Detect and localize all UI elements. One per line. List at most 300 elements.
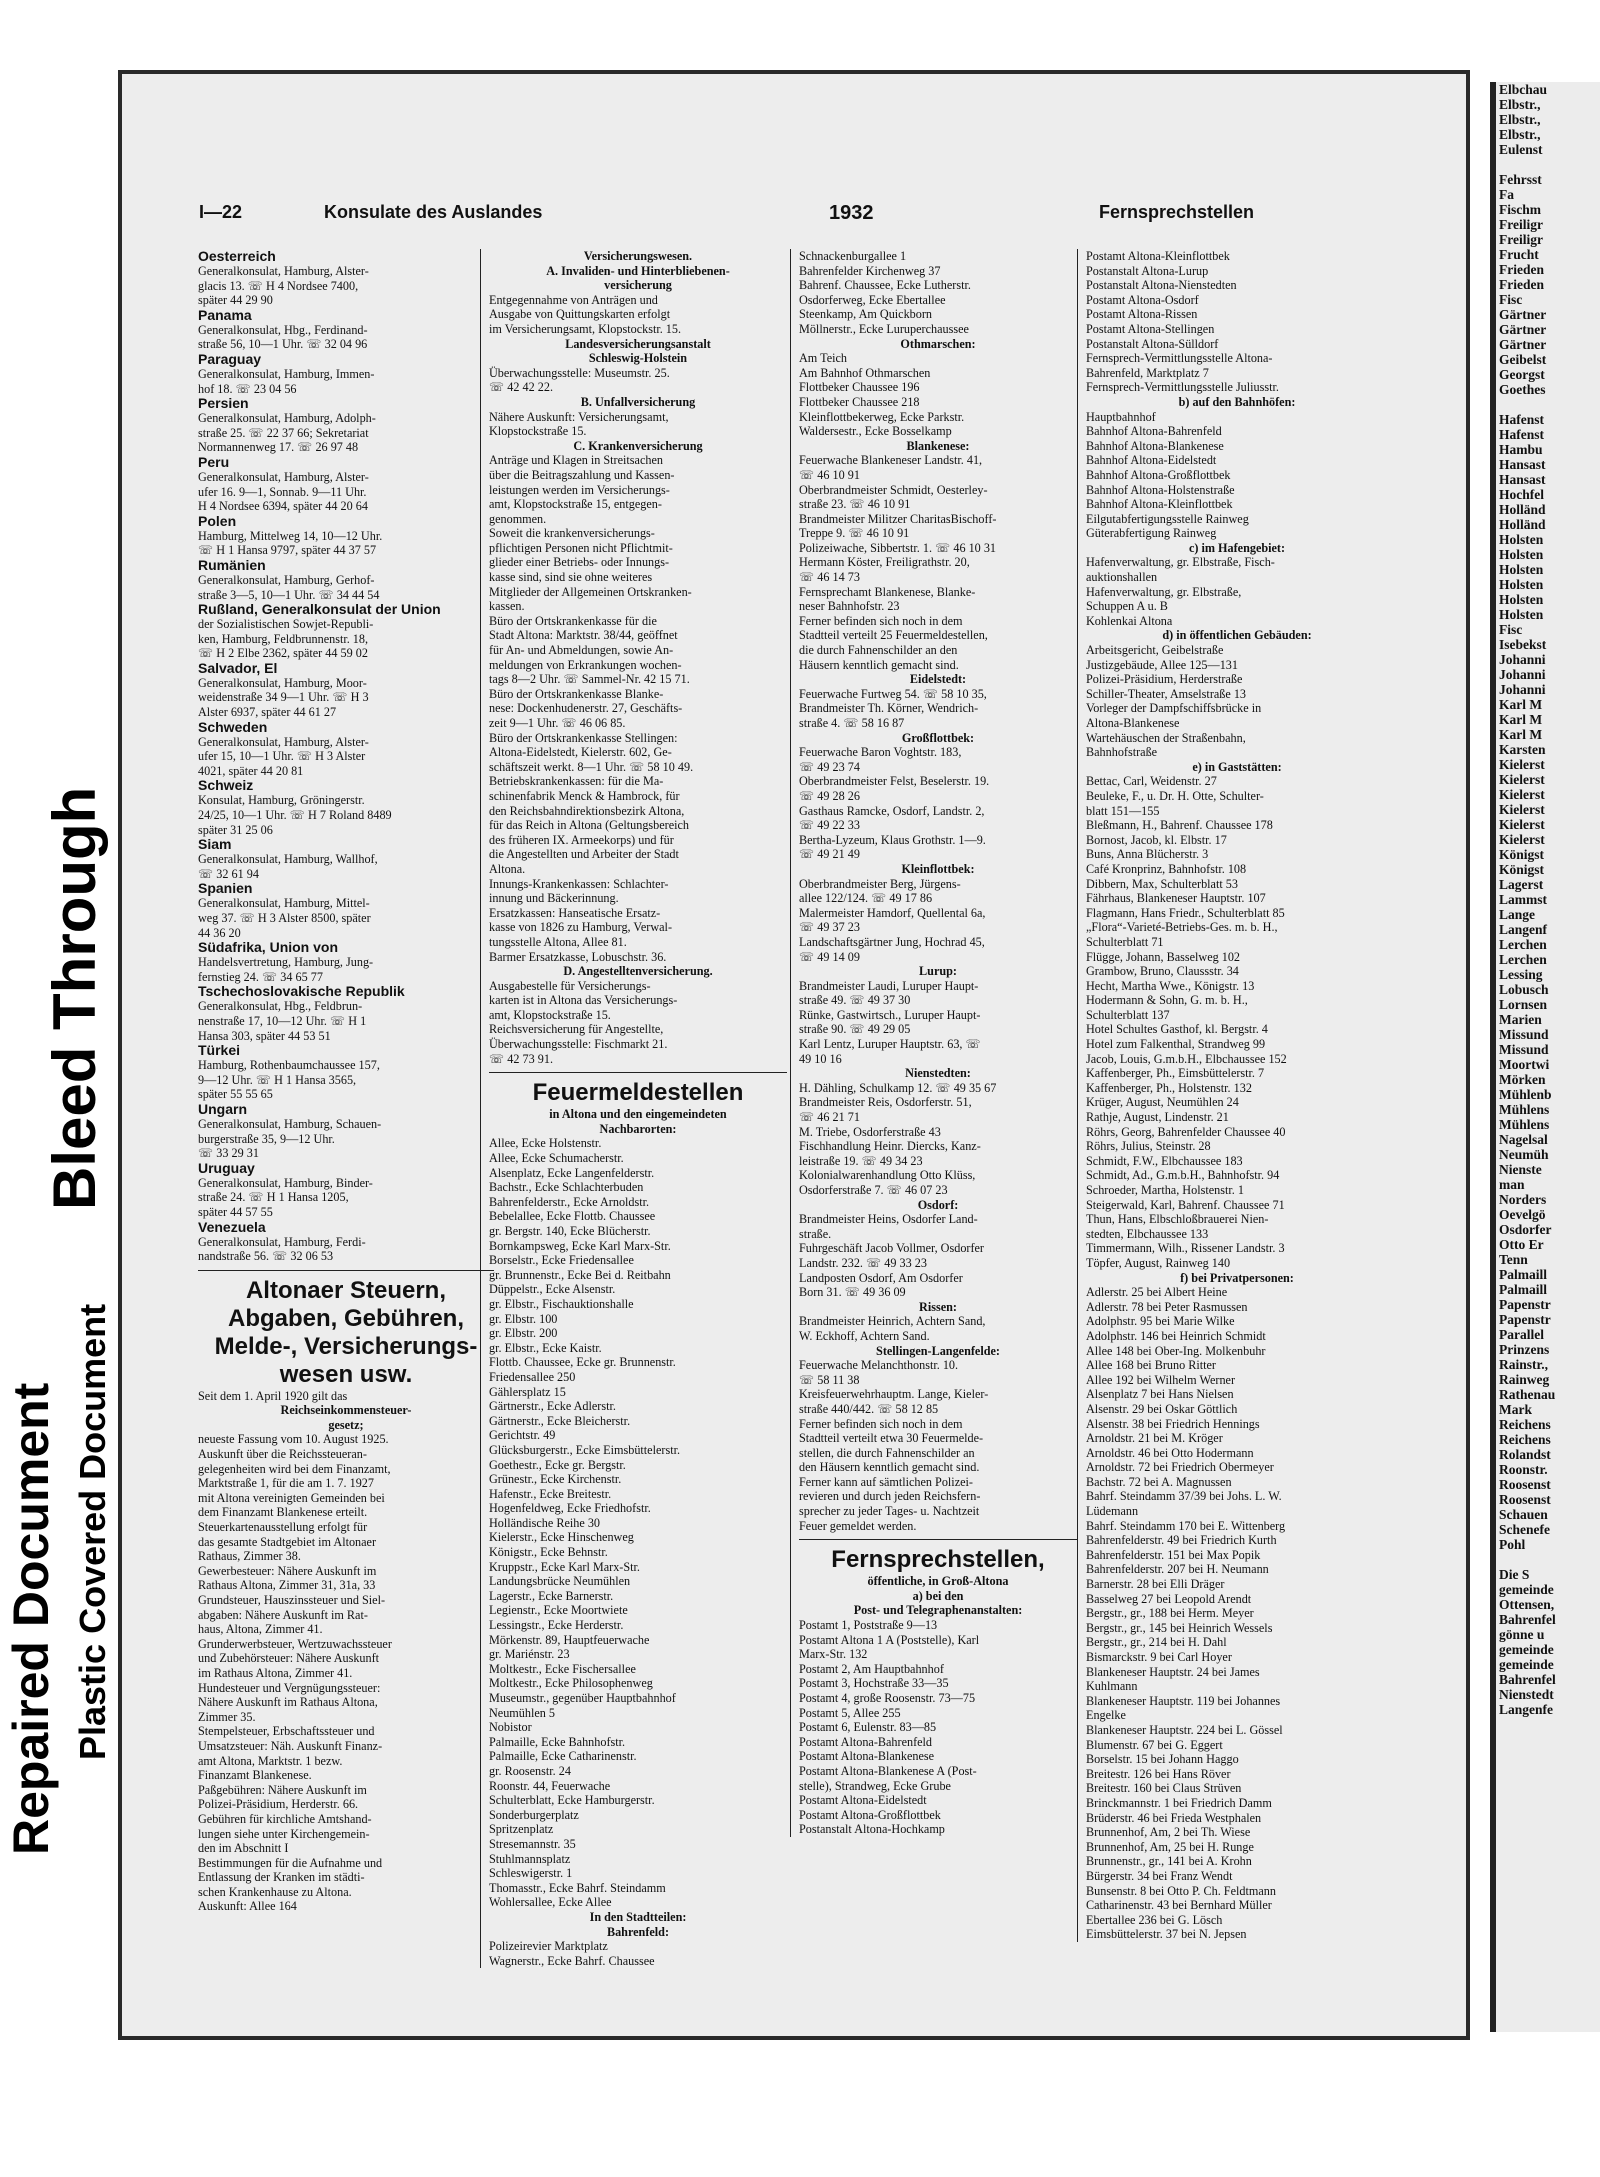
text-line: Osdorferstraße 7. ☏ 46 07 23	[799, 1183, 948, 1197]
adjacent-page-line: Holsten	[1499, 547, 1544, 562]
text-line: ☏ 33 29 31	[198, 1146, 259, 1161]
text-line: straße 3—5, 10—1 Uhr. ☏ 34 44 54	[198, 587, 380, 602]
text-line: neueste Fassung vom 10. August 1925.	[198, 1432, 389, 1447]
text-line: Bahnhof Altona-Kleinflottbek	[1086, 497, 1233, 512]
text-line: Arnoldstr. 72 bei Friedrich Obermeyer	[1086, 1460, 1274, 1475]
text-line: Polen	[198, 512, 237, 529]
section-title: Konsulate des Auslandes	[324, 202, 543, 222]
text-line: Bahrenfelderstr. 207 bei H. Neumann	[1086, 1562, 1269, 1577]
text-line: Justizgebäude, Allee 125—131	[1086, 657, 1238, 672]
adjacent-page-line: Palmaill	[1499, 1282, 1547, 1297]
adjacent-page-line: Königst	[1499, 847, 1545, 862]
text-line: Hogenfeldweg, Ecke Friedhofstr.	[489, 1501, 651, 1516]
text-line: Alsenstr. 29 bei Oskar Göttlich	[1086, 1401, 1238, 1416]
text-line: im Rathaus Altona, Zimmer 41.	[198, 1665, 353, 1680]
adjacent-page-line: Lornsen	[1499, 997, 1548, 1012]
text-line: Moltkestr., Ecke Philosophenweg	[489, 1676, 653, 1691]
text-line: straße 25. ☏ 22 37 66; Sekretariat	[198, 425, 369, 440]
text-line: Polizeiwache, Sibbertstr. 1. ☏ 46 10 31	[799, 540, 997, 555]
text-line: straße 4. ☏ 58 16 87	[799, 716, 905, 730]
text-line: Bahrenfelderstr. 151 bei Max Popik	[1086, 1547, 1261, 1562]
text-line: Alster 6937, später 44 61 27	[198, 705, 337, 720]
text-line: Landstr. 232. ☏ 49 33 23	[799, 1255, 927, 1270]
text-line: Kohlenkai Altona	[1086, 613, 1173, 628]
text-line: Borselstr., Ecke Friedensallee	[489, 1253, 634, 1268]
text-line: Blankeneser Hauptstr. 24 bei James	[1086, 1664, 1260, 1679]
adjacent-page-line: Nienstedt	[1499, 1687, 1554, 1702]
text-line: Arnoldstr. 21 bei M. Kröger	[1086, 1431, 1223, 1446]
text-line: Normannenweg 17. ☏ 26 97 48	[198, 440, 359, 455]
text-line: Röhrs, Georg, Bahrenfelder Chaussee 40	[1086, 1124, 1286, 1139]
text-line: Zimmer 35.	[198, 1709, 256, 1724]
text-line: Kreisfeuerwehrhauptm. Lange, Kieler-	[799, 1387, 989, 1402]
text-line: Bürgerstr. 34 bei Franz Wendt	[1086, 1868, 1233, 1883]
telephone-heading	[799, 1546, 1077, 1574]
text-line: Postamt Altona-Stellingen	[1086, 321, 1215, 336]
text-line: Lessingstr., Ecke Herderstr.	[489, 1618, 624, 1633]
text-line: Schuppen A u. B	[1086, 599, 1168, 614]
text-line: meldungen von Erkrankungen wochen-	[489, 657, 682, 672]
tax-section-heading	[198, 1277, 494, 1389]
adjacent-page-line: Fischm	[1499, 202, 1541, 217]
text-line: Nobistor	[489, 1720, 532, 1735]
text-line: der Sozialistischen Sowjet-Republi-	[198, 617, 374, 632]
text-line: kassen.	[489, 599, 525, 614]
text-line: Schweden	[198, 718, 268, 735]
text-line: Barnerstr. 28 bei Elli Dräger	[1086, 1577, 1225, 1592]
text-line: Salvador, El	[198, 659, 278, 676]
adjacent-page-line: Rolandst	[1499, 1447, 1551, 1462]
text-line: ☏ 49 37 23	[799, 920, 860, 935]
text-line: gr. Mariénstr. 23	[489, 1647, 570, 1662]
text-line: Bestimmungen für die Aufnahme und	[198, 1855, 383, 1870]
text-line: Borselstr. 15 bei Johann Haggo	[1086, 1752, 1239, 1767]
text-line: H 4 Nordsee 6394, später 44 20 64	[198, 499, 368, 514]
text-line: Sonderburgerplatz	[489, 1807, 579, 1822]
text-line: Bebelallee, Ecke Flottb. Chaussee	[489, 1209, 656, 1224]
text-line: D. Angestelltenversicherung.	[563, 964, 713, 979]
text-line: Stadtteil verteilt etwa 30 Feuermelde-	[799, 1431, 984, 1446]
text-line: Legienstr., Ecke Moortwiete	[489, 1603, 628, 1618]
text-line: 24/25, 10—1 Uhr. ☏ H 7 Roland 8489	[198, 808, 392, 823]
text-line: stedten, Elbchaussee 133	[1086, 1226, 1209, 1241]
adjacent-page-line: Roonstr.	[1499, 1462, 1548, 1477]
text-line: Bunsenstr. 8 bei Otto P. Ch. Feldtmann	[1086, 1883, 1276, 1898]
text-line: Allee, Ecke Schumacherstr.	[489, 1151, 624, 1166]
text-line: ☏ 58 11 38	[799, 1372, 860, 1387]
adjacent-page-line: Palmaill	[1499, 1267, 1547, 1282]
text-line: Kielerstr., Ecke Hinschenweg	[489, 1530, 634, 1545]
text-line: Fischhandlung Heinr. Diercks, Kanz-	[799, 1139, 981, 1154]
text-line: Beuleke, F., u. Dr. H. Otte, Schulter-	[1086, 788, 1264, 803]
section-heading-line: wesen usw.	[279, 1360, 413, 1388]
adjacent-page-line: Kielerst	[1499, 757, 1545, 772]
text-line: Nienstedten:	[905, 1066, 971, 1081]
text-line: Flottb. Chaussee, Ecke gr. Brunnenstr.	[489, 1355, 676, 1370]
text-line: Othmarschen:	[900, 336, 976, 351]
text-line: Postamt Altona-Blankenese	[799, 1749, 935, 1764]
adjacent-page-line: Die S	[1499, 1567, 1530, 1582]
text-line: amt Altona, Marktstr. 1 bezw.	[198, 1753, 343, 1768]
adjacent-page-line: Johanni	[1499, 667, 1546, 682]
adjacent-page-line: Nagelsal	[1499, 1132, 1548, 1147]
section-heading-line: Melde-, Versicherungs-	[214, 1332, 478, 1360]
text-line: Bachstr., Ecke Schlachterbuden	[489, 1180, 644, 1195]
adjacent-page-line: Kielerst	[1499, 787, 1545, 802]
text-line: Postanstalt Altona-Hochkamp	[799, 1822, 945, 1837]
text-line: Schmidt, F.W., Elbchaussee 183	[1086, 1153, 1243, 1168]
fire-alarm-list	[489, 1107, 787, 1968]
adjacent-page-line: Hafenst	[1499, 412, 1544, 427]
adjacent-page-line: Oevelgö	[1499, 1207, 1546, 1222]
text-line: Buns, Anna Blücherstr. 3	[1086, 847, 1209, 862]
text-line: Auskunft: Allee 164	[198, 1899, 297, 1914]
text-line: A. Invaliden- und Hinterbliebenen-	[546, 263, 730, 278]
text-line: Stadtteil verteilt 25 Feuermeldestellen,	[799, 628, 988, 643]
text-line: Postamt Altona-Eidelstedt	[799, 1793, 927, 1808]
text-line: kasse von 1826 zu Hamburg, Verwal-	[489, 920, 673, 935]
adjacent-page-line: Karl M	[1499, 712, 1543, 727]
text-line: Hermann Köster, Freiligrathstr. 20,	[799, 555, 970, 570]
text-line: Hundesteuer und Vergnügungssteuer:	[198, 1680, 381, 1695]
text-line: Paßgebühren: Nähere Auskunft im	[198, 1782, 367, 1797]
text-line: Blankenese:	[906, 438, 970, 453]
text-line: Steuerkartenausstellung erfolgt für	[198, 1520, 368, 1535]
text-line: Fährhaus, Blankeneser Hauptstr. 107	[1086, 891, 1266, 906]
text-line: Brinckmannstr. 1 bei Friedrich Damm	[1086, 1795, 1272, 1810]
text-line: Mitglieder der Allgemeinen Ortskranken-	[489, 584, 692, 599]
text-line: revieren und durch jeden Reichsfern-	[799, 1489, 981, 1504]
text-line: Postanstalt Altona-Sülldorf	[1086, 336, 1219, 351]
text-line: straße 49. ☏ 49 37 30	[799, 993, 911, 1008]
text-line: Siam	[198, 836, 232, 853]
text-line: Palmaille, Ecke Catharinenstr.	[489, 1749, 637, 1764]
text-line: Generalkonsulat, Hamburg, Alster-	[198, 734, 369, 749]
text-line: Kuhlmann	[1086, 1679, 1138, 1694]
adjacent-page-line: Freiligr	[1499, 217, 1543, 232]
adjacent-page-line: Georgst	[1499, 367, 1545, 382]
adjacent-page-line: gemeinde	[1499, 1642, 1554, 1657]
text-line: c) im Hafengebiet:	[1188, 540, 1286, 555]
text-line: nese: Dockenhudenerstr. 27, Geschäfts-	[489, 701, 683, 716]
text-line: Generalkonsulat, Hamburg, Schauen-	[198, 1116, 382, 1131]
text-line: stellen, die durch Fahnenschilder an	[799, 1445, 975, 1460]
text-line: Palmaille, Ecke Bahnhofstr.	[489, 1734, 626, 1749]
text-line: Generalkonsulat, Hbg., Ferdinand-	[198, 322, 368, 337]
text-line: Gerichtstr. 49	[489, 1428, 556, 1443]
text-line: ☏ H 1 Hansa 9797, später 44 37 57	[198, 543, 377, 558]
text-line: Bahrf. Steindamm 170 bei E. Wittenberg	[1086, 1518, 1286, 1533]
fire-station-list	[799, 249, 1077, 1533]
text-line: Brandmeister Heinrich, Achtern Sand,	[799, 1314, 986, 1329]
text-line: Timmermann, Wilh., Rissener Landstr. 3	[1086, 1241, 1285, 1256]
text-line: Brandmeister Militzer CharitasBischoff-	[799, 511, 997, 526]
column-insurance	[480, 249, 787, 1968]
adjacent-page-line: Kielerst	[1499, 832, 1545, 847]
text-line: Adolphstr. 146 bei Heinrich Schmidt	[1086, 1328, 1266, 1343]
text-line: Post- und Telegraphenanstalten:	[853, 1603, 1023, 1618]
text-line: Tschechoslovakische Republik	[198, 983, 405, 1000]
adjacent-page-line: Lerchen	[1499, 952, 1547, 967]
text-line: Rußland, Generalkonsulat der Union	[198, 601, 441, 618]
text-line: Rathaus, Zimmer 38.	[198, 1549, 301, 1564]
text-line: Feuerwache Baron Voghtstr. 183,	[799, 745, 962, 760]
text-line: Landesversicherungsanstalt	[565, 336, 711, 351]
text-line: Hafenstr., Ecke Breitestr.	[489, 1486, 612, 1501]
text-line: Schleswigerstr. 1	[489, 1866, 573, 1881]
text-line: gesetz;	[328, 1417, 364, 1432]
adjacent-page-line: Holsten	[1499, 577, 1544, 592]
adjacent-page-line: Hochfel	[1499, 487, 1544, 502]
text-line: weidenstraße 34 9—1 Uhr. ☏ H 3	[198, 690, 369, 705]
text-line: Osdorf:	[917, 1197, 959, 1212]
page-number: I—22	[199, 202, 243, 222]
text-line: Adlerstr. 78 bei Peter Rasmussen	[1086, 1299, 1248, 1314]
text-line: Bornost, Jacob, kl. Elbstr. 17	[1086, 832, 1227, 847]
text-line: Hansa 303, später 44 53 51	[198, 1028, 331, 1043]
adjacent-page-line: Schenefe	[1499, 1522, 1550, 1537]
adjacent-page-line: Elbstr.,	[1499, 97, 1541, 112]
text-line: Bahnhof Altona-Bahrenfeld	[1086, 424, 1222, 439]
text-line: Grunderwerbsteuer, Wertzuwachssteuer	[198, 1636, 392, 1651]
text-line: Überwachungsstelle: Museumstr. 25.	[489, 365, 670, 380]
text-line: Landschaftsgärtner Jung, Hochrad 45,	[799, 934, 985, 949]
adjacent-page-line: Hansast	[1499, 472, 1546, 487]
text-line: Rissen:	[919, 1299, 957, 1314]
text-line: Auskunft über die Reichssteueran-	[198, 1447, 367, 1462]
text-line: auktionshallen	[1086, 570, 1158, 585]
text-line: Nachbarorten:	[599, 1121, 677, 1136]
adjacent-page-line: Langenf	[1499, 922, 1548, 937]
text-line: Moltkestr., Ecke Fischersallee	[489, 1661, 636, 1676]
text-line: Gärtnerstr., Ecke Bleicherstr.	[489, 1413, 631, 1428]
text-line: Hamburg, Rothenbaumchaussee 157,	[198, 1058, 380, 1073]
adjacent-page-line: Frucht	[1499, 247, 1539, 262]
text-line: nandstraße 56. ☏ 32 06 53	[198, 1249, 334, 1264]
text-line: Stadt Altona: Marktstr. 38/44, geöffnet	[489, 628, 678, 643]
text-line: Hodermann & Sohn, G. m. b. H.,	[1086, 993, 1248, 1008]
adjacent-page-line: Kielerst	[1499, 802, 1545, 817]
text-line: Altona-Eidelstedt, Kielerstr. 602, Ge-	[489, 745, 672, 760]
text-line: Generalkonsulat, Hbg., Feldbrun-	[198, 999, 363, 1014]
text-line: Rünke, Gastwirtsch., Luruper Haupt-	[799, 1007, 981, 1022]
text-line: Büro der Ortskrankenkasse Stellingen:	[489, 730, 678, 745]
text-line: Am Teich	[799, 351, 847, 366]
text-line: Peru	[198, 453, 230, 470]
text-line: Bahrenfelder Kirchenweg 37	[799, 263, 941, 278]
adjacent-page-line: Gärtner	[1499, 337, 1547, 352]
text-line: Generalkonsulat, Hamburg, Mittel-	[198, 896, 370, 911]
text-line: a) bei den	[912, 1588, 964, 1603]
text-line: Wagnerstr., Ecke Bahrf. Chaussee	[489, 1953, 655, 1968]
text-line: Lüdemann	[1086, 1504, 1139, 1519]
text-line: Stresemannstr. 35	[489, 1836, 576, 1851]
text-line: Lagerstr., Ecke Barnerstr.	[489, 1588, 614, 1603]
text-line: ☏ 49 14 09	[799, 949, 860, 964]
section-heading-line: Altonaer Steuern,	[245, 1276, 447, 1304]
adjacent-page-line: gönne u	[1499, 1627, 1545, 1642]
adjacent-page-line: Mühlens	[1499, 1102, 1550, 1117]
telephone-list	[799, 1574, 1077, 1837]
text-line: Feuerwache Furtweg 54. ☏ 58 10 35,	[799, 686, 987, 701]
text-line: Roonstr. 44, Feuerwache	[489, 1778, 611, 1793]
text-line: Landungsbrücke Neumühlen	[489, 1574, 631, 1589]
text-line: Hafenverwaltung, gr. Elbstraße,	[1086, 584, 1242, 599]
text-line: Fernsprech-Vermittlungsstelle Juliusstr.	[1086, 380, 1279, 395]
text-line: Brunnenhof, Am, 2 bei Th. Wiese	[1086, 1825, 1251, 1840]
text-line: Schiller-Theater, Amselstraße 13	[1086, 686, 1247, 701]
text-line: nenstraße 17, 10—12 Uhr. ☏ H 1	[198, 1013, 367, 1028]
text-line: später 44 57 55	[198, 1204, 273, 1219]
text-line: Bahrenfeld:	[606, 1924, 670, 1939]
adjacent-page-line: Fisc	[1499, 622, 1523, 637]
text-line: Ferner befinden sich noch in dem	[799, 1416, 963, 1431]
text-line: 49 10 16	[799, 1051, 842, 1066]
text-line: Oberbrandmeister Berg, Jürgens-	[799, 876, 961, 891]
text-line: Stellingen-Langenfelde:	[876, 1343, 1000, 1358]
adjacent-page-line: Gärtner	[1499, 322, 1547, 337]
adjacent-page-line: Frieden	[1499, 262, 1544, 277]
text-line: Neumühlen 5	[489, 1705, 556, 1720]
text-line: zeit 9—1 Uhr. ☏ 46 06 85.	[489, 716, 626, 730]
adjacent-page-line: Nienste	[1499, 1162, 1542, 1177]
text-line: den im Abschnitt I	[198, 1841, 289, 1856]
text-line: ☏ 32 61 94	[198, 866, 259, 881]
section-heading-line: Abgaben, Gebühren,	[227, 1304, 464, 1332]
adjacent-page-line: Moortwi	[1499, 1057, 1550, 1072]
text-line: mit Altona vereinigten Gemeinden bei	[198, 1490, 385, 1505]
text-line: Betriebskrankenkassen: für die Ma-	[489, 774, 664, 789]
text-line: Adlerstr. 25 bei Albert Heine	[1086, 1285, 1228, 1300]
text-line: Generalkonsulat, Hamburg, Gerhof-	[198, 572, 375, 587]
adjacent-page-line: Karsten	[1499, 742, 1546, 757]
text-line: Hotel Schultes Gasthof, kl. Bergstr. 4	[1086, 1022, 1268, 1037]
text-line: Rathje, August, Lindenstr. 21	[1086, 1110, 1229, 1125]
text-line: ☏ 49 21 49	[799, 847, 860, 862]
text-line: Möllnerstr., Ecke Luruperchaussee	[799, 321, 969, 336]
text-line: den Häusern kenntlich gemacht sind.	[799, 1460, 980, 1475]
text-line: Polizeirevier Marktplatz	[489, 1939, 608, 1954]
adjacent-page-line: Reichens	[1499, 1432, 1551, 1447]
adjacent-page-line: Geibelst	[1499, 352, 1547, 367]
fire-alarm-heading	[489, 1079, 787, 1107]
text-line: Entlassung der Kranken im städti-	[198, 1870, 365, 1885]
text-line: Umsatzsteuer: Näh. Auskunft Finanz-	[198, 1738, 383, 1753]
text-line: Friedensallee 250	[489, 1369, 576, 1384]
adjacent-page-line: Johanni	[1499, 682, 1546, 697]
text-line: Barmer Ersatzkasse, Lobuschstr. 36.	[489, 949, 667, 964]
text-line: schinenfabrik Menck & Hambrock, für	[489, 788, 680, 803]
text-line: Ferner kann auf sämtlichen Polizei-	[799, 1474, 973, 1489]
text-line: Blankeneser Hauptstr. 224 bei L. Gössel	[1086, 1722, 1283, 1737]
text-line: allee 122/124. ☏ 49 17 86	[799, 891, 933, 906]
text-line: Bettac, Carl, Weidenstr. 27	[1086, 774, 1217, 789]
adjacent-page-line: Kielerst	[1499, 817, 1545, 832]
text-line: Treppe 9. ☏ 46 10 91	[799, 526, 910, 541]
text-line: Catharinenstr. 43 bei Bernhard Müller	[1086, 1898, 1272, 1913]
text-line: Soweit die krankenversicherungs-	[489, 526, 655, 541]
text-line: schen Krankenhause zu Altona.	[198, 1884, 352, 1899]
text-line: Spanien	[198, 880, 253, 897]
text-line: Kruppstr., Ecke Karl Marx-Str.	[489, 1559, 640, 1574]
text-line: für An- und Abmeldungen, sowie An-	[489, 643, 674, 658]
text-line: Oesterreich	[198, 249, 276, 264]
text-line: ☏ 49 23 74	[799, 759, 860, 774]
text-line: Bahrf. Steindamm 37/39 bei Johs. L. W.	[1086, 1489, 1282, 1504]
text-line: Polizei-Präsidium, Herderstr. 66.	[198, 1797, 359, 1812]
text-line: In den Stadtteilen:	[589, 1909, 687, 1924]
text-line: straße 440/442. ☏ 58 12 85	[799, 1401, 939, 1416]
text-line: die durch Fahnenschilder an den	[799, 643, 958, 658]
text-line: Altona.	[489, 861, 526, 876]
text-line: Bergstr., gr., 188 bei Herm. Meyer	[1086, 1606, 1254, 1621]
text-line: ufer 16. 9—1, Sonnab. 9—11 Uhr.	[198, 484, 367, 499]
text-line: öffentliche, in Groß-Altona	[867, 1574, 1009, 1589]
adjacent-page-line: Eulenst	[1499, 142, 1543, 157]
year-title: 1932	[829, 202, 874, 224]
text-line: Café Kronprinz, Bahnhofstr. 108	[1086, 861, 1247, 876]
text-line: später 31 25 06	[198, 822, 273, 837]
text-line: tags 8—2 Uhr. ☏ Sammel-Nr. 42 15 71.	[489, 672, 690, 687]
text-line: Vorleger der Dampfschiffsbrücke in	[1086, 701, 1262, 716]
text-line: Seit dem 1. April 1920 gilt das	[198, 1388, 348, 1403]
adjacent-page-line: Freiligr	[1499, 232, 1543, 247]
text-line: Gebühren für kirchliche Amtshand-	[198, 1811, 372, 1826]
text-line: Kaffenberger, Ph., Eimsbüttelerstr. 7	[1086, 1066, 1265, 1081]
text-line: Altona-Blankenese	[1086, 716, 1180, 730]
adjacent-page-strip	[1490, 82, 1600, 2032]
adjacent-page-line: Schauen	[1499, 1507, 1548, 1522]
right-section-title: Fernsprechstellen	[1099, 202, 1255, 222]
text-line: Marx-Str. 132	[799, 1647, 868, 1662]
text-line: H. Dähling, Schulkamp 12. ☏ 49 35 67	[799, 1080, 997, 1095]
adjacent-page-line: Bahrenfel	[1499, 1612, 1556, 1627]
adjacent-page-line: Lobusch	[1499, 982, 1549, 997]
text-line: Fuhrgeschäft Jacob Vollmer, Osdorfer	[799, 1241, 984, 1256]
text-line: Postanstalt Altona-Lurup	[1086, 263, 1209, 278]
divider	[799, 1539, 1077, 1540]
text-line: Postamt Altona 1 A (Poststelle), Karl	[799, 1632, 980, 1647]
adjacent-page-line: Rathenau	[1499, 1387, 1556, 1402]
adjacent-page-line: Karl M	[1499, 697, 1543, 712]
text-line: Museumstr., gegenüber Hauptbahnhof	[489, 1691, 676, 1705]
text-line: Postamt Altona-Osdorf	[1086, 292, 1199, 307]
text-line: Eilgutabfertigungsstelle Rainweg	[1086, 511, 1249, 526]
text-line: Alsenplatz, Ecke Langenfelderstr.	[489, 1165, 655, 1180]
text-line: Eidelstedt:	[909, 672, 967, 687]
text-line: ☏ 49 28 26	[799, 788, 860, 803]
text-line: hof 18. ☏ 23 04 56	[198, 381, 297, 396]
text-line: Allee 168 bei Bruno Ritter	[1086, 1358, 1216, 1373]
text-line: das gesamte Stadtgebiet im Altonaer	[198, 1534, 377, 1549]
text-line: Schroeder, Martha, Holstenstr. 1	[1086, 1183, 1244, 1197]
text-line: Schleswig-Holstein	[588, 351, 688, 366]
text-line: Stempelsteuer, Erbschaftssteuer und	[198, 1724, 375, 1739]
text-line: Breitestr. 126 bei Hans Röver	[1086, 1766, 1231, 1781]
text-line: Goethestr., Ecke gr. Bergstr.	[489, 1457, 626, 1472]
text-line: Engelke	[1086, 1708, 1126, 1723]
text-line: Hecht, Martha Wwe., Königstr. 13	[1086, 978, 1255, 993]
text-line: Bergstr., gr., 214 bei H. Dahl	[1086, 1635, 1227, 1650]
text-line: Schulterblatt 71	[1086, 934, 1164, 949]
text-line: Glücksburgerstr., Ecke Eimsbüttelerstr.	[489, 1442, 681, 1457]
text-line: ☏ 42 73 91.	[489, 1051, 553, 1066]
text-line: Kaffenberger, Ph., Holstenstr. 132	[1086, 1080, 1252, 1095]
text-line: glieder einer Betriebs- oder Innungs-	[489, 555, 670, 570]
text-line: Finanzamt Blankenese.	[198, 1768, 312, 1783]
text-line: ☏ 46 10 91	[799, 467, 860, 482]
text-line: Eimsbüttelerstr. 37 bei N. Jepsen	[1086, 1927, 1247, 1942]
